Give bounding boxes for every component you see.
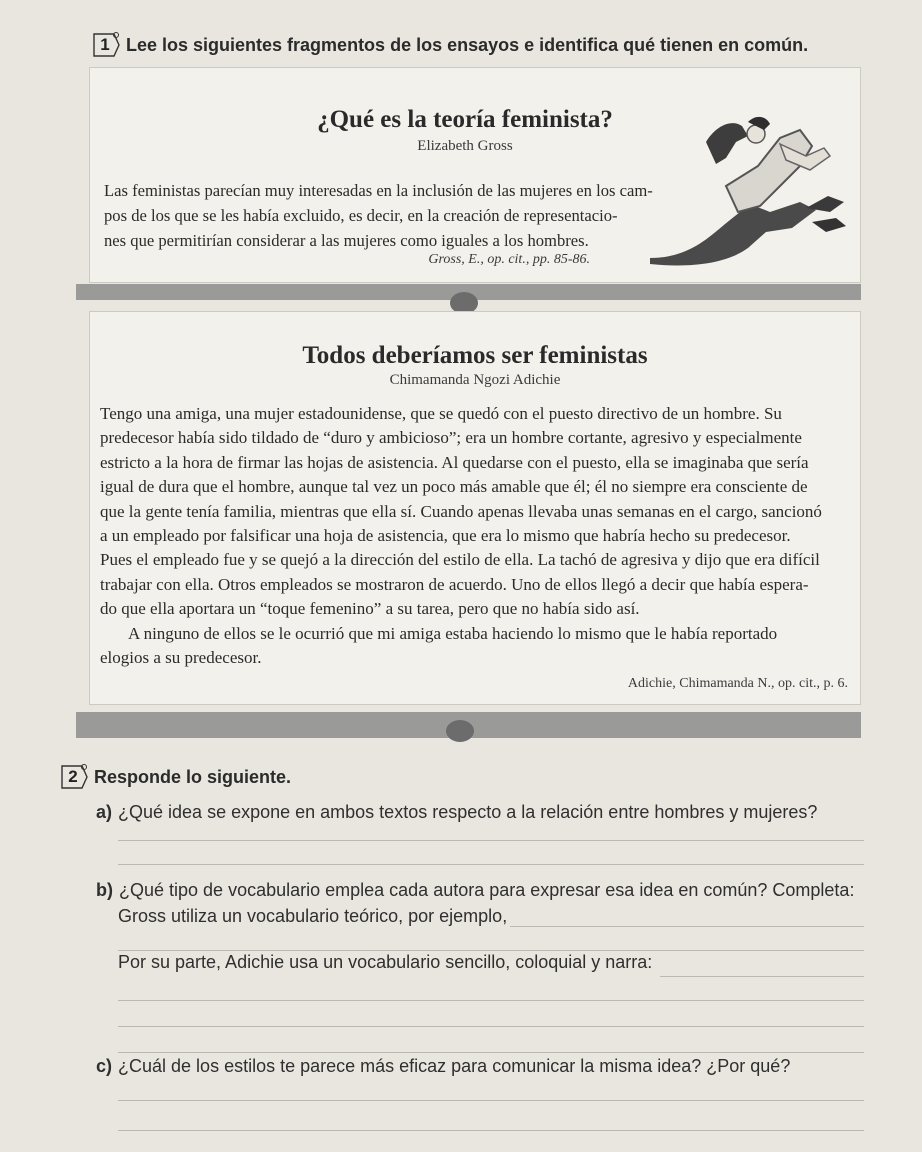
question-b-prompt-1: Gross utiliza un vocabulario teórico, por ejemplo, [118,906,508,926]
question-letter: b) [96,880,113,900]
excerpt-line: do que ella aportara un “toque femenino” a su tarea, pero que no había sido así. [100,599,640,619]
excerpt-line: trabajar con ella. Otros empleados se mostraron de acuerdo. Uno de ellos llegó a decir que había espera- [100,574,809,594]
divider-dot [450,292,478,314]
excerpt-line: a un empleado por falsificar una hoja de asistencia, que era lo mismo que habría hecho su predecesor. [100,526,791,546]
excerpt-line: pos de los que se les había excluido, es decir, en la creación de representacio- [104,206,618,225]
excerpt-line: A ninguno de ellos se le ocurrió que mi amiga estaba haciendo lo mismo que le había reportado [128,623,778,643]
excerpt-line: que la gente tenía familia, mientras que ella sí. Cuando apenas llevaba unas semanas en el cargo, sancionó [100,501,822,521]
activity-1-instruction: Lee los siguientes fragmentos de los ensayos e identifica qué tienen en común. [126,34,809,55]
excerpt-line: Pues el empleado fue y se quejó a la dirección del estilo de ella. La tachó de agresiva y dijo que era difícil [100,550,820,570]
activity-2-header [58,764,291,790]
excerpt-line: nes que permitirían considerar a las mujeres como iguales a los hombres. [104,231,589,250]
question-b-prompt-2: Por su parte, Adichie usa un vocabulario sencillo, coloquial y narra: [118,952,656,973]
excerpt-line: estricto a la hora de firmar las hojas de asistencia. Al quedarse con el puesto, ella se imaginaba que sería [100,452,809,472]
essay-citation: Adichie, Chimamanda N., op. cit., p. 6. [627,676,848,691]
question-text: ¿Cuál de los estilos te parece más eficaz para comunicar la misma idea? ¿Por qué? [118,1056,791,1076]
answer-line[interactable] [118,950,864,951]
essay-title: Todos deberíamos ser feministas [302,342,648,369]
excerpt-line: elogios a su predecesor. [100,648,262,668]
essay-citation: Gross, E., op. cit., pp. 85-86. [428,252,590,267]
question-b [96,880,854,901]
answer-line[interactable] [118,1130,864,1131]
answer-line[interactable] [118,1000,864,1001]
answer-line[interactable] [118,864,864,865]
question-c [96,1056,794,1077]
answer-line[interactable] [510,926,864,927]
essay-author: Elizabeth Gross [417,138,513,154]
activity-number-badge: 2 [58,764,88,790]
question-a [96,802,817,823]
essay-author: Chimamanda Ngozi Adichie [389,372,561,388]
answer-line[interactable] [660,976,864,977]
excerpt-line: igual de dura que el hombre, aunque tal vez un poco más amable que él; él no siempre era consciente de [100,477,808,497]
essay-excerpt [104,178,684,253]
excerpt-line: Tengo una amiga, una mujer estadounidense, que se quedó con el puesto directivo de un hombre. Su [100,404,782,423]
answer-line[interactable] [118,1100,864,1101]
essay-title: ¿Qué es la teoría feminista? [317,106,613,133]
answer-line[interactable] [118,1026,864,1027]
essay-excerpt [100,402,850,670]
essay-card-adichie [90,312,860,704]
activity-2-instruction: Responde lo siguiente. [94,766,292,787]
answer-line[interactable] [118,1052,864,1053]
running-woman-illustration [630,108,860,268]
question-letter: c) [96,1056,113,1076]
question-text: ¿Qué tipo de vocabulario emplea cada autora para expresar esa idea en común? Completa: [119,880,855,900]
activity-number-badge: 1 [90,32,120,58]
question-letter: a) [96,802,113,822]
divider-dot [446,720,474,742]
excerpt-line: Las feministas parecían muy interesadas en la inclusión de las mujeres en los cam- [104,181,653,200]
essay-card-gross [90,68,860,282]
answer-line[interactable] [118,840,864,841]
activity-1-header [90,32,808,58]
question-text: ¿Qué idea se expone en ambos textos respecto a la relación entre hombres y mujeres? [118,802,818,822]
excerpt-line: predecesor había sido tildado de “duro y ambicioso”; era un hombre cortante, agresivo y especialmente [100,428,802,448]
